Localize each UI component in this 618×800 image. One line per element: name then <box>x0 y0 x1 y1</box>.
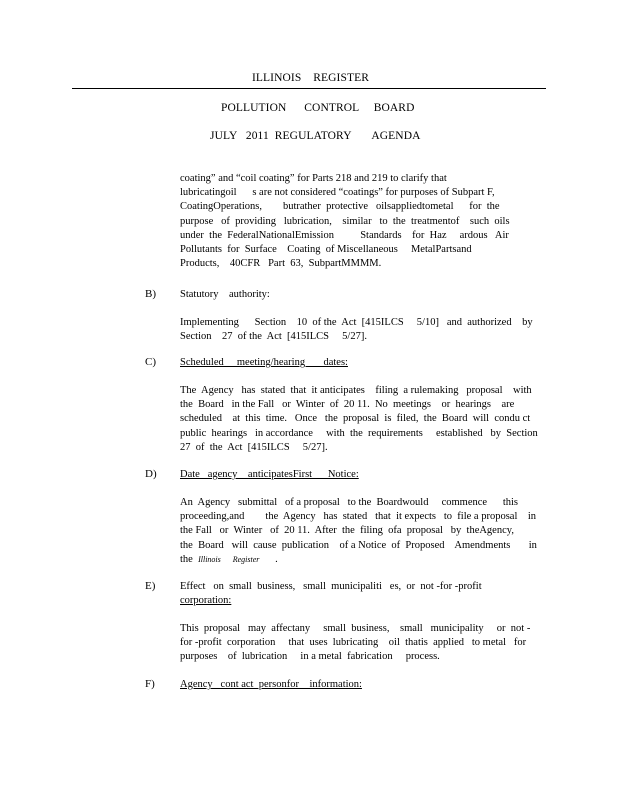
text-line: Products, 40CFR Part 63, SubpartMMMM. <box>180 258 382 270</box>
text-line: Implementing Section 10 of the Act [415ILCS 5/10] and authorized by <box>180 317 533 328</box>
section-letter-d: D) <box>145 468 157 480</box>
text-line: for -profit corporation that uses lubricating oil thatis applied to metal for <box>180 637 527 649</box>
section-heading-b: Statutory authority: <box>180 289 270 300</box>
section-heading-d: Date agency anticipatesFirst Notice: <box>180 469 359 480</box>
agenda-title: JULY 2011 REGULATORY AGENDA <box>210 130 421 142</box>
text-line: the Board in the Fall or Winter of 20 11. No meetings or hearings are <box>180 399 515 411</box>
board-title: POLLUTION CONTROL BOARD <box>221 102 415 114</box>
text-line: coating” and “coil coating” for Parts 218 and 219 to clarify that <box>180 173 447 184</box>
section-heading-e: Effect on small business, small municipaliti es, or not -for -profit <box>180 581 482 592</box>
section-letter-c: C) <box>145 356 156 368</box>
register-italic: Illinois Register <box>198 554 260 564</box>
text-line: This proposal may affectany small business, small municipality or not - <box>180 623 531 634</box>
text-line: CoatingOperations, butrather protective oilsappliedtometal for the <box>180 201 500 213</box>
section-body-c <box>180 384 536 455</box>
section-body-d <box>180 496 536 567</box>
header-rule <box>72 88 546 89</box>
text-line: the Board will cause publication of a Notice of Proposed Amendments in <box>180 539 537 551</box>
text-line: purpose of providing lubrication, similar to the treatmentof such oils <box>180 215 510 227</box>
text-line: public hearings in accordance with the requirements established by Section <box>180 427 538 439</box>
text-line: Section 27 of the Act [415ILCS 5/27]. <box>180 331 367 343</box>
text-line: proceeding,and the Agency has stated that it expects to file a proposal in <box>180 511 537 523</box>
section-body-e <box>180 622 536 665</box>
text-line-last <box>180 553 536 567</box>
section-body-b <box>180 316 536 344</box>
text-line: under the FederalNationalEmission Standards for Haz ardous Air <box>180 229 509 241</box>
text-line: An Agency submittal of a proposal to the Boardwould commence this <box>180 497 518 508</box>
section-letter-e: E) <box>145 580 156 592</box>
section-letter-f: F) <box>145 678 155 690</box>
line-suffix: . <box>259 553 278 565</box>
register-title: ILLINOIS REGISTER <box>252 72 369 84</box>
text-line: lubricatingoil s are not considered “coatings” for purposes of Subpart F, <box>180 187 495 199</box>
section-heading-c: Scheduled meeting/hearing dates: <box>180 357 348 368</box>
text-line: The Agency has stated that it anticipates filing a rulemaking proposal with <box>180 385 532 396</box>
section-heading-f: Agency cont act personfor information: <box>180 679 362 690</box>
text-line: the Fall or Winter of 20 11. After the filing ofa proposal by theAgency, <box>180 525 514 537</box>
section-letter-b: B) <box>145 288 156 300</box>
section-heading-e-cont: corporation: <box>180 595 232 606</box>
text-line: purposes of lubrication in a metal fabrication process. <box>180 651 440 663</box>
intro-paragraph <box>180 172 536 271</box>
text-line: Pollutants for Surface Coating of Miscellaneous MetalPartsand <box>180 244 472 256</box>
text-line: 27 of the Act [415ILCS 5/27]. <box>180 441 328 453</box>
text-line: scheduled at this time. Once the proposal is filed, the Board will condu ct <box>180 413 531 425</box>
line-prefix: the <box>180 553 199 565</box>
